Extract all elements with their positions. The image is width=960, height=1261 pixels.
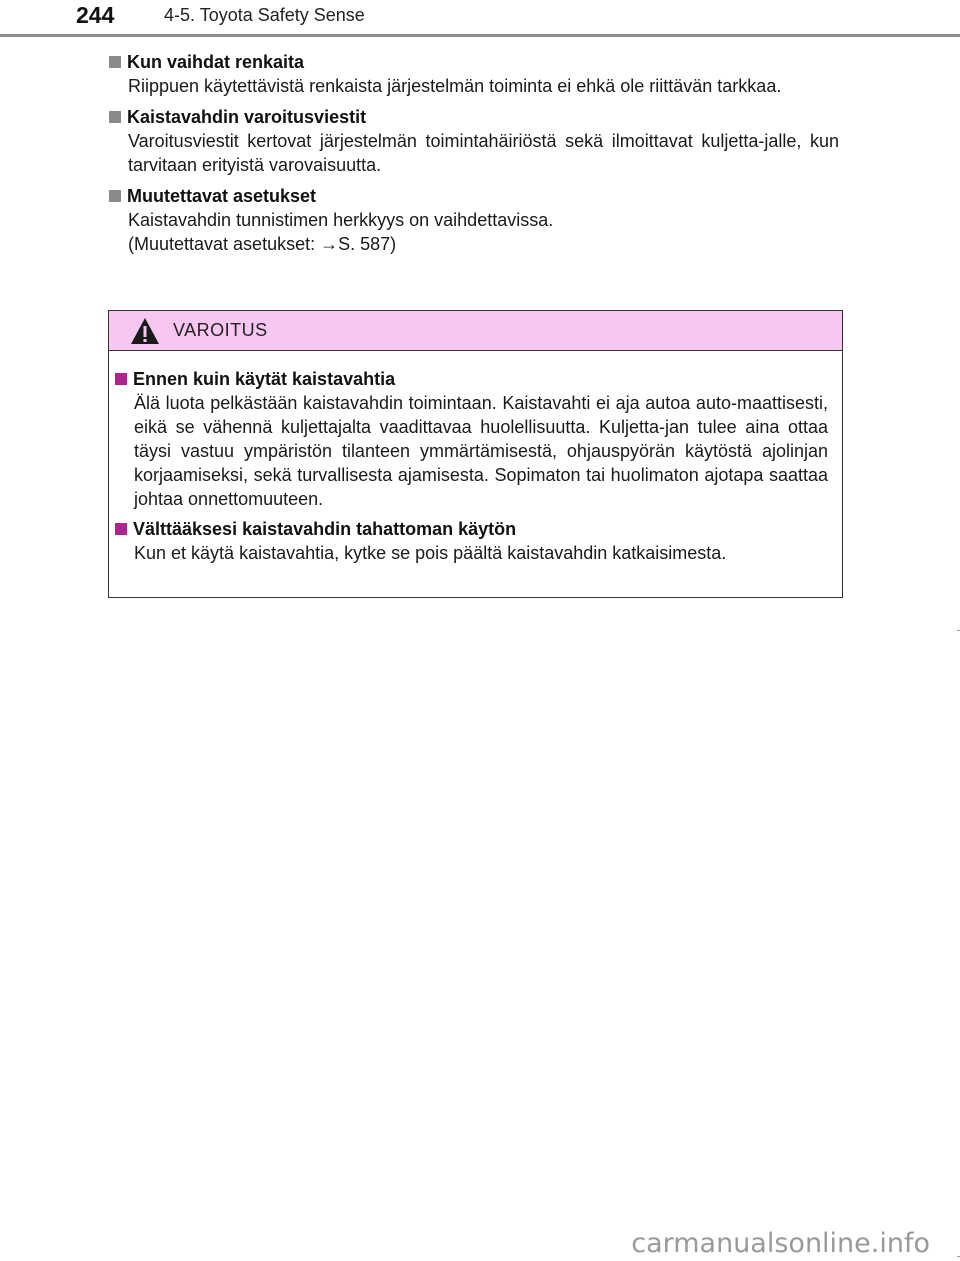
warning-text: Kun et käytä kaistavahtia, kytke se pois päältä kaistavahdin katkaisimesta. <box>134 543 727 563</box>
header-rule <box>0 34 960 37</box>
section-tire-change <box>109 50 839 98</box>
section-heading: Muutettavat asetukset <box>127 186 317 206</box>
warning-heading: Ennen kuin käytät kaistavahtia <box>133 369 396 389</box>
warning-header <box>109 311 842 351</box>
warning-section-avoid-unintended <box>115 517 828 565</box>
bullet-square-icon <box>109 56 121 68</box>
main-content <box>109 50 839 263</box>
page-number: 244 <box>76 2 115 28</box>
bullet-square-icon <box>115 373 127 385</box>
bullet-square-icon <box>115 523 127 535</box>
section-text: Riippuen käytettävistä renkaista järjestelmän toiminta ei ehkä ole riittävän tarkkaa. <box>128 76 782 96</box>
watermark: carmanualsonline.info <box>631 1228 930 1259</box>
section-text: Kaistavahdin tunnistimen herkkyys on vaihdettavissa. <box>128 210 554 230</box>
warning-box <box>108 310 843 598</box>
page-header <box>0 0 960 40</box>
warning-text: Älä luota pelkästään kaistavahdin toimintaan. Kaistavahti ei aja autoa auto-maattisesti, eikä se vähennä kuljettajalta vaadittavaa huolellisuutta. Kuljetta-jan tulee aina ottaa täysi vastuu ympäristön tilanteen ymmärtämisestä, ohjauspyörän käytöstä ajolinjan korjaamiseksi, sekä turvallisesta ajamisesta. Sopimaton tai huolimaton ajotapa saattaa johtaa onnettomuuteen. <box>134 393 828 509</box>
warning-triangle-icon <box>129 316 161 346</box>
warning-section-before-use <box>115 367 828 511</box>
section-heading: Kaistavahdin varoitusviestit <box>127 107 367 127</box>
chapter-title: 4-5. Toyota Safety Sense <box>164 5 365 25</box>
warning-heading: Välttääksesi kaistavahdin tahattoman käytön <box>133 519 517 539</box>
section-heading: Kun vaihdat renkaita <box>127 52 305 72</box>
warning-title: VAROITUS <box>173 320 268 340</box>
bullet-square-icon <box>109 190 121 202</box>
section-warning-messages <box>109 105 839 177</box>
page-reference: (Muutettavat asetukset: →S. 587) <box>128 234 397 254</box>
warning-body <box>109 351 842 565</box>
section-customizable-settings <box>109 184 839 256</box>
section-text: Varoitusviestit kertovat järjestelmän toimintahäiriöstä sekä ilmoittavat kuljetta-jalle, kun tarvitaan erityistä varovaisuutta. <box>128 131 839 175</box>
bullet-square-icon <box>109 111 121 123</box>
